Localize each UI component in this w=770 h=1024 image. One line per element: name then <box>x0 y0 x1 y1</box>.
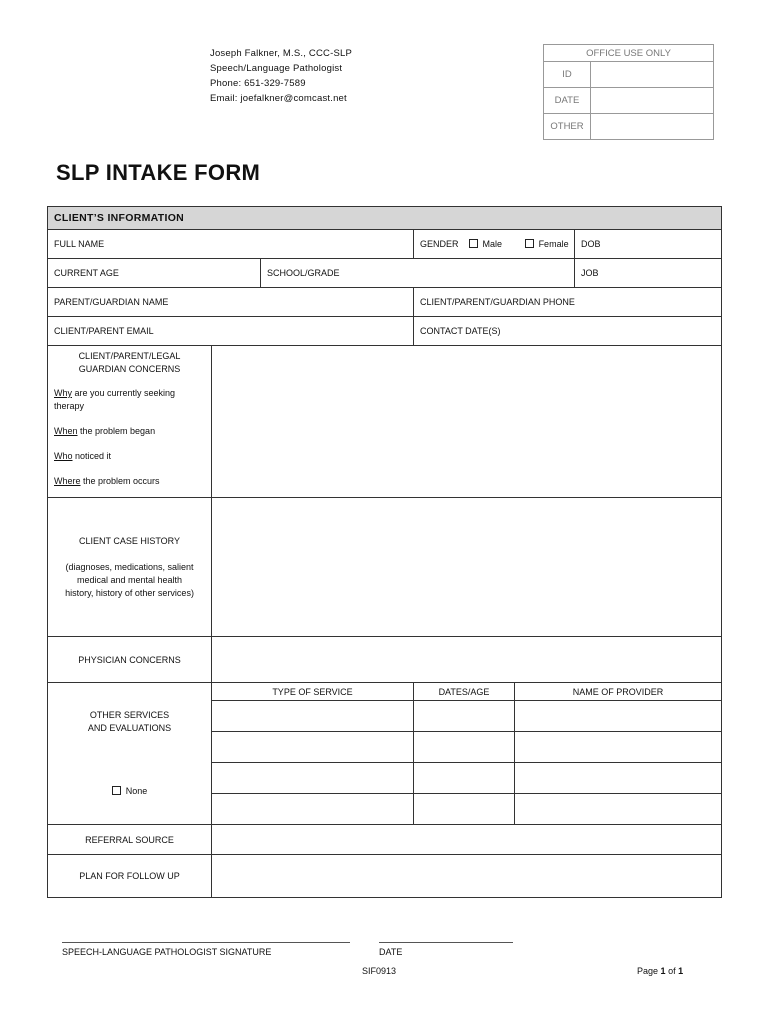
history-desc-1: (diagnoses, medications, salient <box>65 561 194 572</box>
school-grade-field[interactable] <box>261 259 575 288</box>
referral-label: REFERRAL SOURCE <box>48 825 212 855</box>
history-title: CLIENT CASE HISTORY <box>78 535 181 546</box>
service-provider-cell[interactable] <box>515 794 722 825</box>
concerns-title-2: GUARDIAN CONCERNS <box>78 364 181 374</box>
full-name-label: FULL NAME <box>54 239 105 249</box>
col-name-of-provider: NAME OF PROVIDER <box>515 683 722 701</box>
date-line[interactable] <box>379 942 513 943</box>
service-provider-cell[interactable] <box>515 763 722 794</box>
plan-field[interactable] <box>212 855 722 898</box>
concerns-label-cell <box>48 346 212 498</box>
service-type-cell[interactable] <box>212 763 414 794</box>
male-checkbox[interactable] <box>469 239 478 248</box>
phone-field[interactable] <box>414 288 722 317</box>
page-current: 1 <box>660 966 666 976</box>
services-label-cell <box>48 683 212 825</box>
school-grade-label: SCHOOL/GRADE <box>267 268 340 278</box>
service-date-cell[interactable] <box>414 701 515 732</box>
contact-dates-field[interactable] <box>414 317 722 346</box>
services-label-1: OTHER SERVICES <box>89 710 170 720</box>
date-block[interactable] <box>379 942 513 957</box>
provider-phone: Phone: 651-329-7589 <box>210 78 306 89</box>
office-date-label: DATE <box>544 88 591 114</box>
history-label-cell <box>48 498 212 637</box>
question-why-text: are you currently seeking therapy <box>54 388 176 411</box>
service-type-cell[interactable] <box>212 701 414 732</box>
dob-field[interactable] <box>575 230 722 259</box>
signature-block[interactable] <box>62 942 350 957</box>
page-word: Page <box>637 966 659 976</box>
plan-label: PLAN FOR FOLLOW UP <box>48 855 212 898</box>
intake-form-table <box>47 206 722 898</box>
parent-name-field[interactable] <box>48 288 414 317</box>
office-id-field[interactable] <box>591 62 714 88</box>
question-who-text: noticed it <box>72 451 112 461</box>
male-label: Male <box>482 239 503 249</box>
job-field[interactable] <box>575 259 722 288</box>
job-label: JOB <box>581 268 599 278</box>
none-checkbox[interactable] <box>112 786 121 795</box>
concerns-title-1: CLIENT/PARENT/LEGAL <box>78 351 181 361</box>
question-who-key: Who <box>54 451 73 461</box>
contact-dates-label: CONTACT DATE(S) <box>420 326 501 336</box>
of-word: of <box>668 966 676 976</box>
phone-label: CLIENT/PARENT/GUARDIAN PHONE <box>420 297 575 307</box>
history-field[interactable] <box>212 498 722 637</box>
female-checkbox[interactable] <box>525 239 534 248</box>
form-title: SLP INTAKE FORM <box>56 160 261 185</box>
email-field[interactable] <box>48 317 414 346</box>
question-where-key: Where <box>54 476 81 486</box>
question-when-text: the problem began <box>77 426 156 436</box>
office-use-box <box>543 44 714 140</box>
full-name-field[interactable] <box>48 230 414 259</box>
question-when <box>54 425 205 438</box>
physician-field[interactable] <box>212 637 722 683</box>
signature-label: SPEECH-LANGUAGE PATHOLOGIST SIGNATURE <box>62 947 272 957</box>
referral-field[interactable] <box>212 825 722 855</box>
office-id-label: ID <box>544 62 591 88</box>
office-date-field[interactable] <box>591 88 714 114</box>
parent-name-label: PARENT/GUARDIAN NAME <box>54 297 169 307</box>
current-age-field[interactable] <box>48 259 261 288</box>
question-where-text: the problem occurs <box>80 476 160 486</box>
services-label-2: AND EVALUATIONS <box>87 723 172 733</box>
office-other-label: OTHER <box>544 114 591 140</box>
gender-cell <box>414 230 575 259</box>
gender-label: GENDER <box>420 239 459 249</box>
office-other-field[interactable] <box>591 114 714 140</box>
services-none-option[interactable] <box>54 785 205 798</box>
question-where <box>54 475 205 488</box>
physician-label: PHYSICIAN CONCERNS <box>48 637 212 683</box>
col-dates-age: DATES/AGE <box>414 683 515 701</box>
service-type-cell[interactable] <box>212 794 414 825</box>
service-date-cell[interactable] <box>414 794 515 825</box>
date-label: DATE <box>379 947 403 957</box>
question-why-key: Why <box>54 388 72 398</box>
signature-line[interactable] <box>62 942 350 943</box>
service-type-cell[interactable] <box>212 732 414 763</box>
current-age-label: CURRENT AGE <box>54 268 119 278</box>
service-date-cell[interactable] <box>414 732 515 763</box>
provider-name: Joseph Falkner, M.S., CCC-SLP <box>210 48 353 59</box>
service-provider-cell[interactable] <box>515 701 722 732</box>
email-label: CLIENT/PARENT EMAIL <box>54 326 154 336</box>
dob-label: DOB <box>581 239 601 249</box>
form-code: SIF0913 <box>362 966 397 976</box>
question-when-key: When <box>54 426 78 436</box>
col-type-of-service: TYPE OF SERVICE <box>212 683 414 701</box>
concerns-field[interactable] <box>212 346 722 498</box>
office-use-title: OFFICE USE ONLY <box>544 45 714 62</box>
service-date-cell[interactable] <box>414 763 515 794</box>
provider-role: Speech/Language Pathologist <box>210 63 343 74</box>
history-desc-2: medical and mental health <box>76 574 183 585</box>
none-label: None <box>125 786 148 796</box>
provider-email: Email: joefalkner@comcast.net <box>210 93 347 104</box>
page-number <box>637 966 683 976</box>
service-provider-cell[interactable] <box>515 732 722 763</box>
history-desc-3: history, history of other services) <box>65 587 194 598</box>
female-label: Female <box>538 239 569 249</box>
page-total: 1 <box>678 966 684 976</box>
provider-header <box>210 46 352 106</box>
question-why <box>54 387 205 413</box>
question-who <box>54 450 205 463</box>
section-title: CLIENT’S INFORMATION <box>48 207 722 230</box>
